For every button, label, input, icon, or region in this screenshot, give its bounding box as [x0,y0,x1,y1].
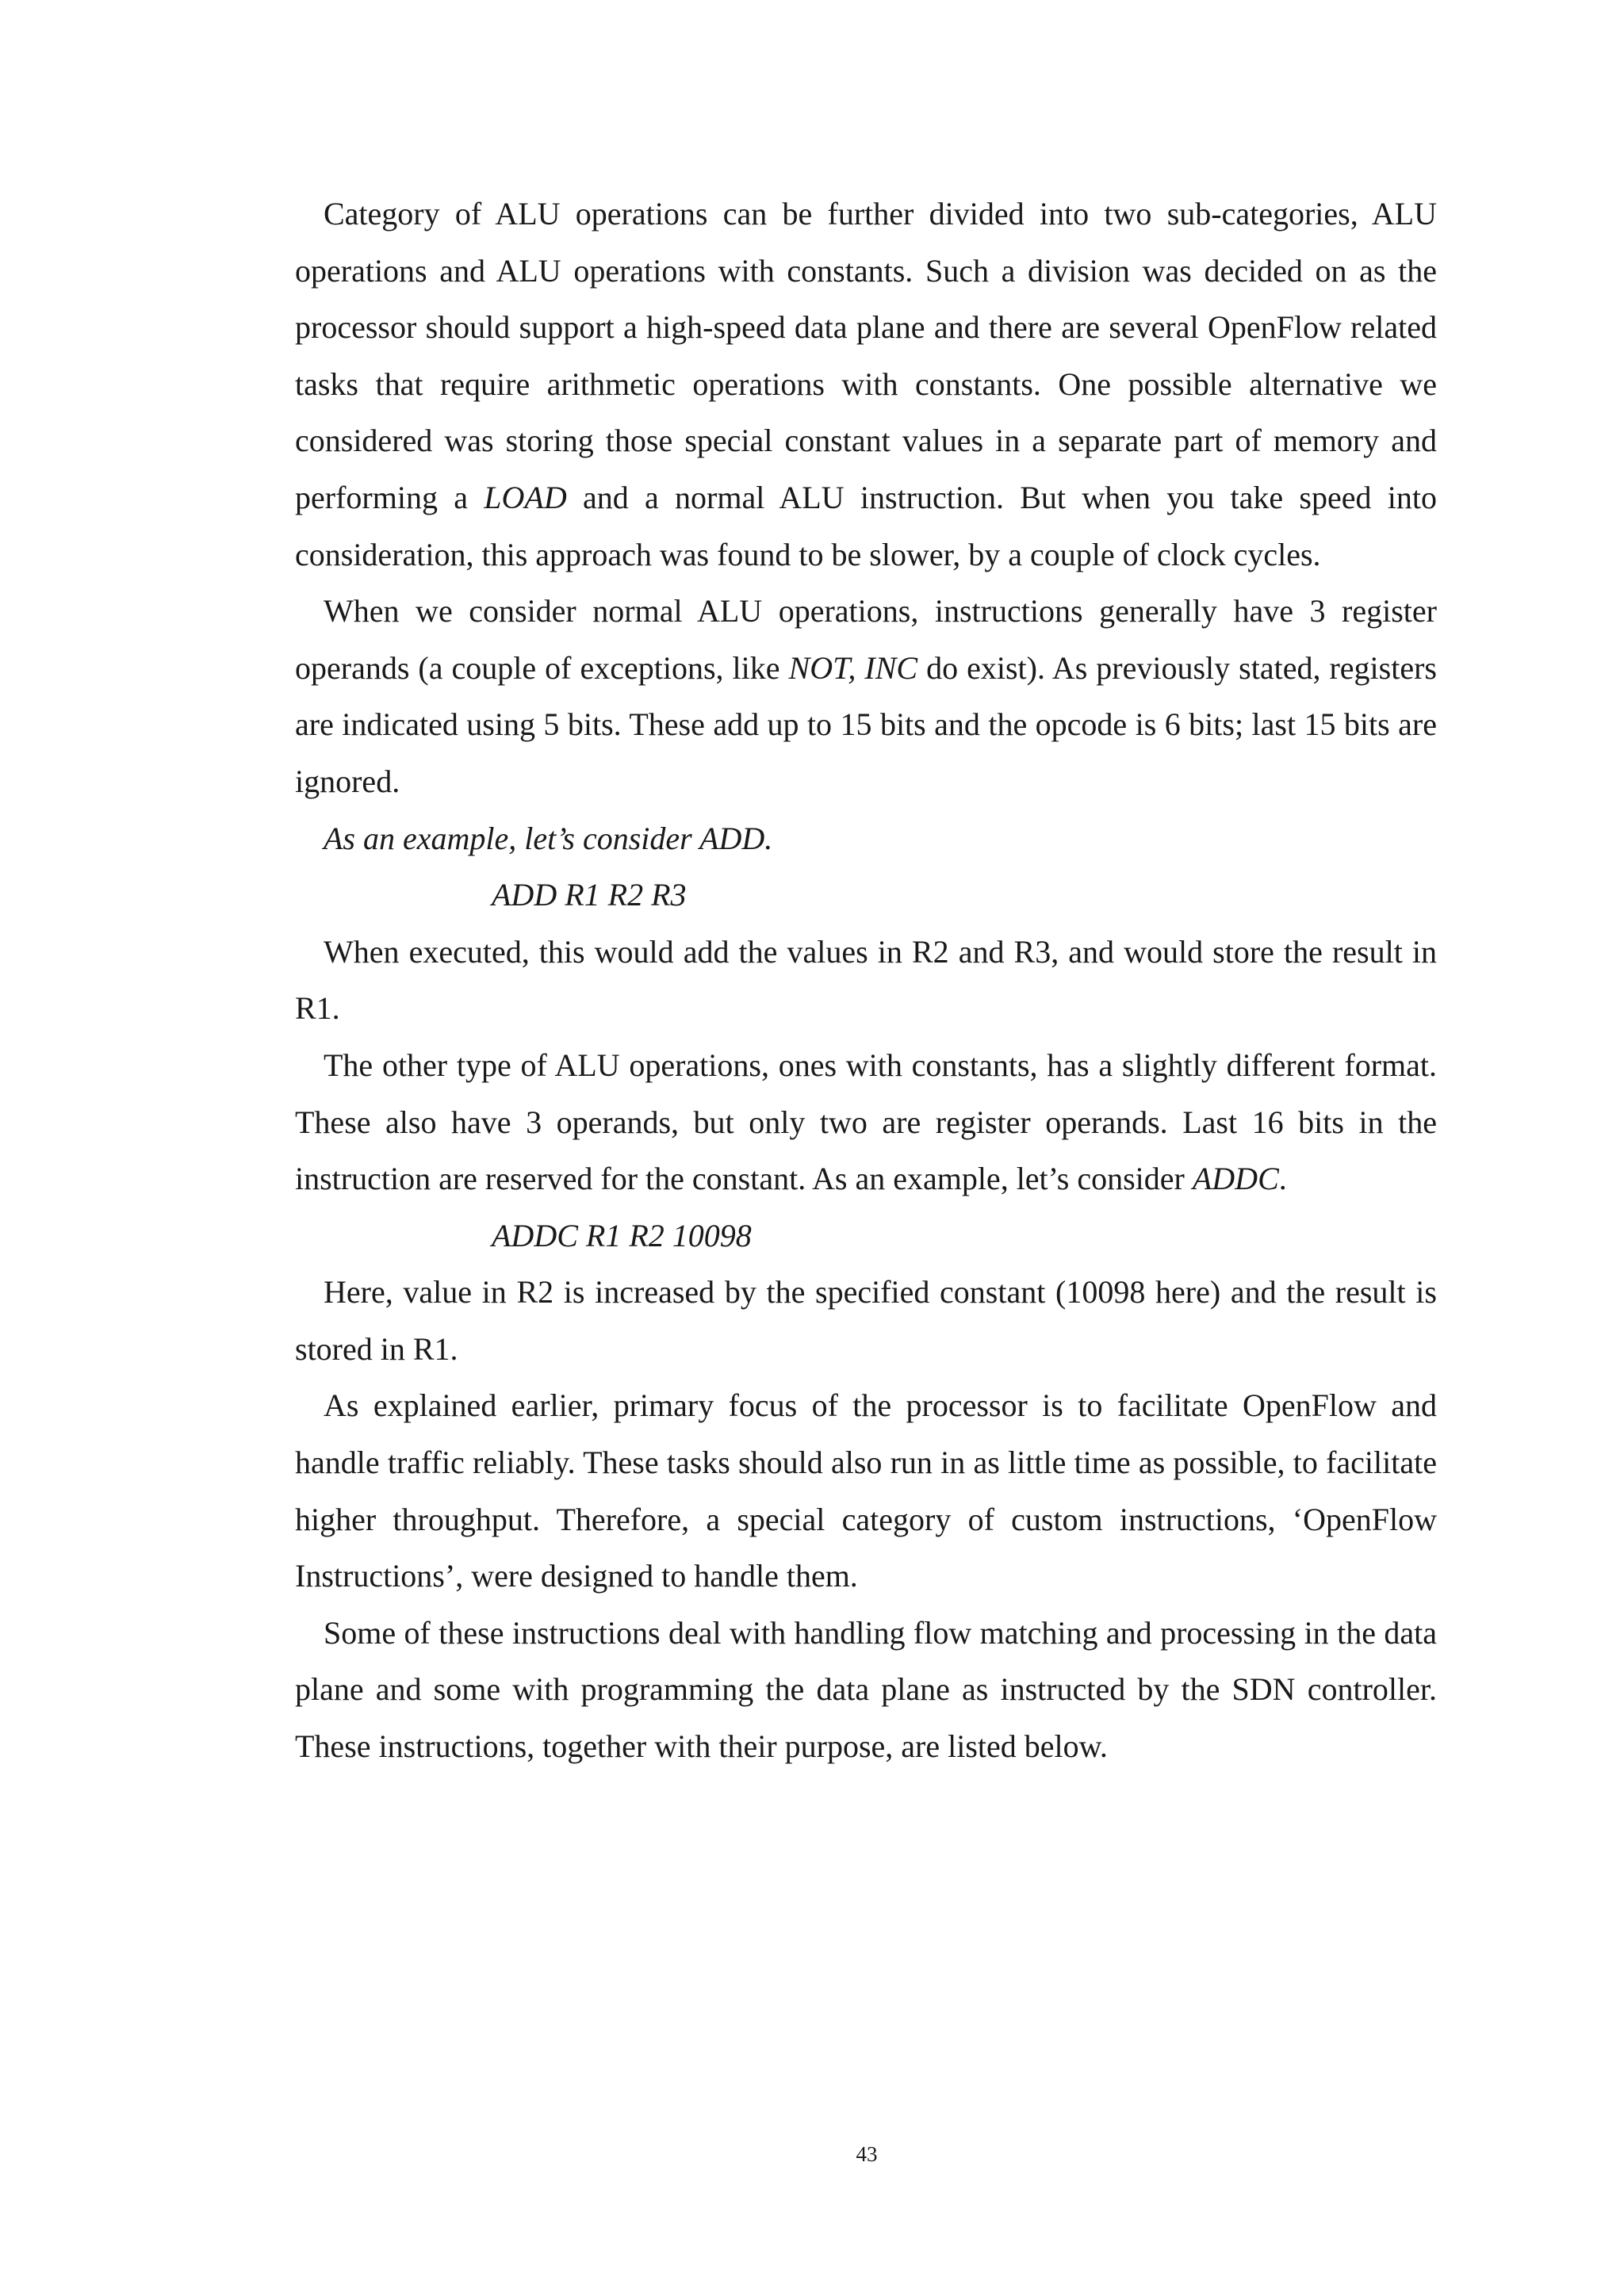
example-addc-instruction: ADDC R1 R2 10098 [492,1217,752,1253]
paragraph-add-explanation: When executed, this would add the values in R2 and R3, and would store the result in R1. [295,933,1437,1027]
paragraph-text: and a normal ALU instruction. But when you take speed into consideration, this approach was found to be slower, by a couple of clock cycles. [295,479,1437,572]
paragraph-text: When we consider normal ALU operations, instructions generally have 3 register operands (a couple of exceptions, like [295,593,1437,686]
paragraph-addc-explanation: Here, value in R2 is increased by the specified constant (10098 here) and the result is stored in R1. [295,1274,1437,1367]
body-text [295,186,1437,1775]
paragraph-text: The other type of ALU operations, ones with constants, has a slightly different format. These also have 3 operands, but only two are register operands. Last 16 bits in the instruction are reserved for the constant. As an example, let’s consider [295,1047,1437,1197]
example-intro: As an example, let’s consider ADD. [324,820,773,856]
page-number: 43 [856,2142,878,2166]
paragraph-openflow-instructions: Some of these instructions deal with handling flow matching and processing in the data plane and some with programming the data plane as instructed by the SDN controller. These instructions, together with their purpose, are listed below. [295,1614,1437,1765]
paragraph-normal-alu [295,583,1437,809]
paragraph-text: do exist). As previously stated, registers are indicated using 5 bits. These add up to 15 bits and the opcode is 6 bits; last 15 bits are ignored. [295,649,1437,799]
example-add-instruction: ADD R1 R2 R3 [492,877,687,913]
paragraph-alu-categories [295,186,1437,583]
inline-code-addc: ADDC [1192,1161,1279,1197]
paragraph-openflow-focus: As explained earlier, primary focus of the processor is to facilitate OpenFlow and handle traffic reliably. These tasks should also run in as little time as possible, to facilitate higher throughput. Therefore, a special category of custom instructions, ‘OpenFlow Instructions’, were designed to handle them. [295,1387,1437,1594]
paragraph-text: . [1278,1161,1287,1197]
paragraph-text: Category of ALU operations can be further divided into two sub-categories, ALU operations and ALU operations with constants. Such a division was decided on as the processor should support a high-speed data plane and there are several OpenFlow related tasks that require arithmetic operations with constants. One possible alternative we considered was storing those special constant values in a separate part of memory and performing a [295,196,1437,515]
inline-code-not-inc: NOT, INC [788,649,918,686]
paragraph-constant-alu [295,1037,1437,1207]
inline-code-load: LOAD [484,479,567,515]
